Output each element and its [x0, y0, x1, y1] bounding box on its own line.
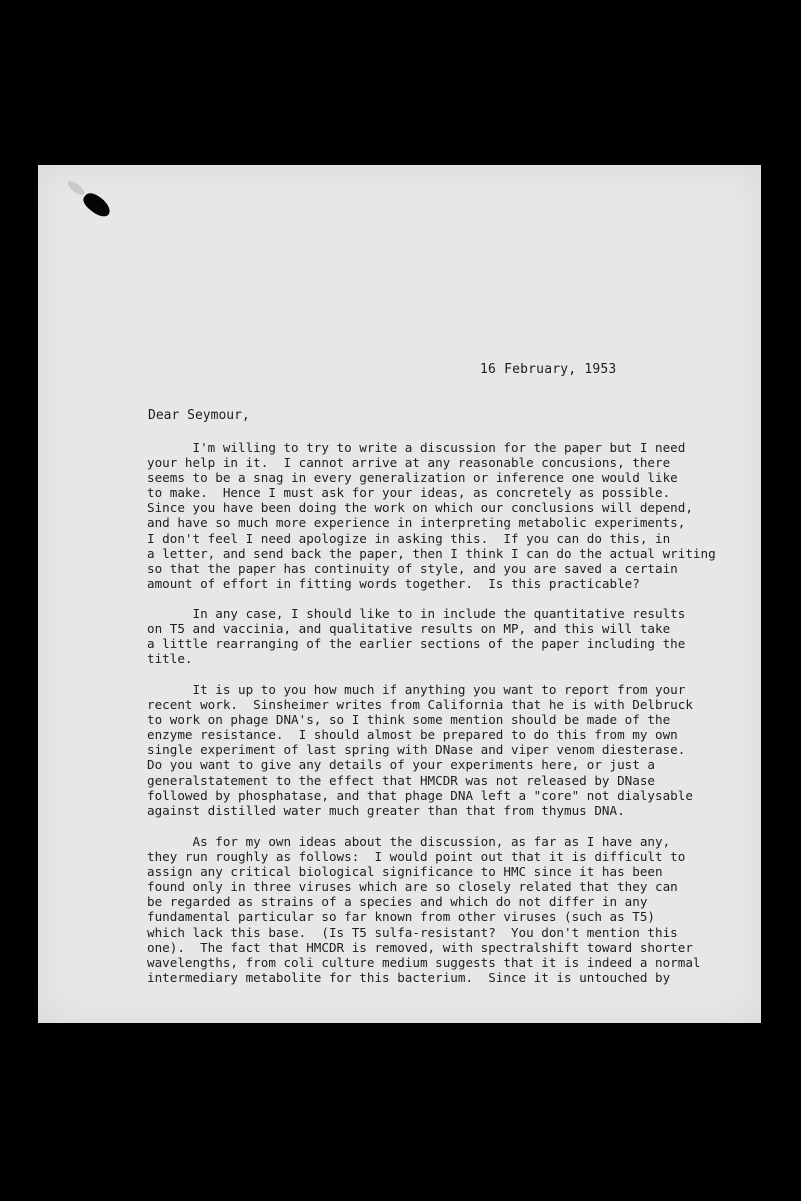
salutation: Dear Seymour,	[148, 408, 250, 423]
text-line: In any case, I should like to in include the quantitative results	[147, 606, 686, 621]
text-line: fundamental particular so far known from other viruses (such as T5)	[147, 909, 655, 925]
paragraph-2	[147, 606, 747, 666]
text-line: Do you want to give any details of your experiments here, or just a	[147, 757, 655, 773]
text-line: to work on phage DNA's, so I think some mention should be made of the	[147, 712, 671, 728]
text-line: found only in three viruses which are so closely related that they can	[147, 879, 678, 895]
text-line: which lack this base. (Is T5 sulfa-resistant? You don't mention this	[147, 924, 678, 940]
text-line: a little rearranging of the earlier sections of the paper including the	[147, 636, 686, 652]
letter-date: 16 February, 1953	[480, 362, 617, 377]
text-line: on T5 and vaccinia, and qualitative results on MP, and this will take	[147, 621, 671, 637]
paragraph-4	[147, 834, 747, 985]
text-line: so that the paper has continuity of style, and you are saved a certain	[147, 560, 678, 576]
text-line: against distilled water much greater than that from thymus DNA.	[147, 802, 625, 818]
text-line: be regarded as strains of a species and which do not differ in any	[147, 894, 648, 910]
paragraph-1	[147, 440, 747, 591]
text-line: recent work. Sinsheimer writes from California that he is with Delbruck	[147, 697, 693, 713]
text-line: I'm willing to try to write a discussion for the paper but I need	[147, 440, 686, 455]
text-line: generalstatement to the effect that HMCDR was not released by DNase	[147, 772, 655, 788]
text-line: followed by phosphatase, and that phage DNA left a "core" not dialysable	[147, 787, 693, 803]
text-line: your help in it. I cannot arrive at any reasonable concusions, there	[147, 455, 671, 471]
text-line: and have so much more experience in interpreting metabolic experiments,	[147, 515, 686, 531]
text-line: title.	[147, 651, 193, 667]
text-line: It is up to you how much if anything you want to report from your	[147, 682, 686, 697]
text-line: enzyme resistance. I should almost be prepared to do this from my own	[147, 727, 678, 743]
text-line: wavelengths, from coli culture medium suggests that it is indeed a normal	[147, 954, 701, 970]
paragraph-3	[147, 682, 747, 818]
text-line: intermediary metabolite for this bacterium. Since it is untouched by	[147, 969, 671, 985]
text-line: to make. Hence I must ask for your ideas, as concretely as possible.	[147, 485, 671, 501]
text-line: single experiment of last spring with DNase and viper venom diesterase.	[147, 742, 686, 758]
text-line: one). The fact that HMCDR is removed, with spectralshift toward shorter	[147, 939, 693, 955]
text-line: I don't feel I need apologize in asking this. If you can do this, in	[147, 530, 671, 546]
text-line: As for my own ideas about the discussion, as far as I have any,	[147, 834, 671, 849]
text-line: amount of effort in fitting words together. Is this practicable?	[147, 575, 640, 591]
text-line: assign any critical biological significance to HMC since it has been	[147, 864, 663, 880]
text-line: seems to be a snag in every generalization or inference one would like	[147, 470, 678, 486]
text-line: Since you have been doing the work on which our conclusions will depend,	[147, 500, 693, 516]
text-line: they run roughly as follows: I would point out that it is difficult to	[147, 849, 686, 865]
text-line: a letter, and send back the paper, then I think I can do the actual writing	[147, 545, 716, 561]
